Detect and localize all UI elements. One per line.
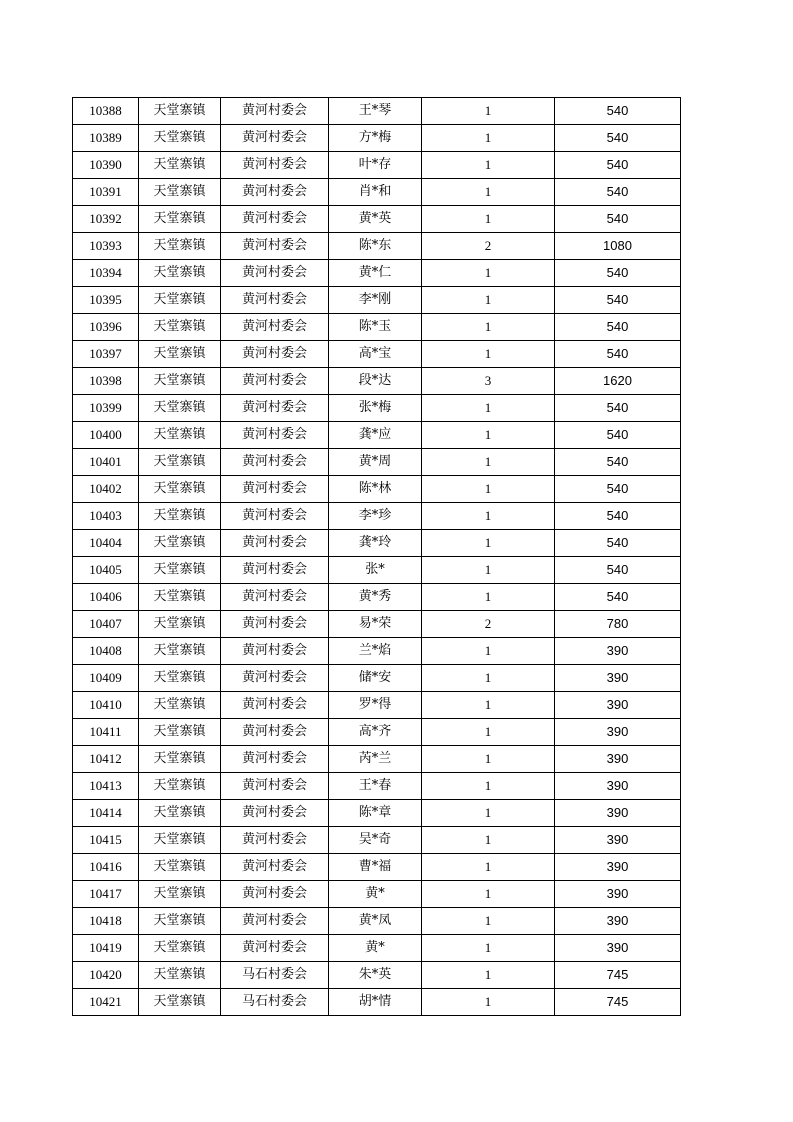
roster-table — [72, 97, 681, 1016]
household-count-cell: 1 — [422, 557, 555, 584]
name-cell: 方*梅 — [329, 125, 422, 152]
name-cell: 吴*奇 — [329, 827, 422, 854]
township-cell: 天堂寨镇 — [139, 584, 221, 611]
table-row — [73, 503, 681, 530]
name-cell: 兰*焰 — [329, 638, 422, 665]
table-row — [73, 611, 681, 638]
name-cell: 张* — [329, 557, 422, 584]
amount-cell: 540 — [555, 476, 681, 503]
name-cell: 王*琴 — [329, 98, 422, 125]
village-committee-cell: 黄河村委会 — [221, 530, 329, 557]
village-committee-cell: 黄河村委会 — [221, 449, 329, 476]
township-cell: 天堂寨镇 — [139, 692, 221, 719]
township-cell: 天堂寨镇 — [139, 611, 221, 638]
table-row — [73, 557, 681, 584]
amount-cell: 540 — [555, 260, 681, 287]
amount-cell: 540 — [555, 314, 681, 341]
name-cell: 高*宝 — [329, 341, 422, 368]
serial-number-cell: 10397 — [73, 341, 139, 368]
serial-number-cell: 10399 — [73, 395, 139, 422]
township-cell: 天堂寨镇 — [139, 503, 221, 530]
serial-number-cell: 10405 — [73, 557, 139, 584]
table-row — [73, 152, 681, 179]
serial-number-cell: 10419 — [73, 935, 139, 962]
village-committee-cell: 黄河村委会 — [221, 908, 329, 935]
serial-number-cell: 10410 — [73, 692, 139, 719]
table-row — [73, 206, 681, 233]
table-row — [73, 125, 681, 152]
table-row — [73, 800, 681, 827]
amount-cell: 390 — [555, 881, 681, 908]
township-cell: 天堂寨镇 — [139, 962, 221, 989]
village-committee-cell: 黄河村委会 — [221, 368, 329, 395]
household-count-cell: 1 — [422, 530, 555, 557]
table-row — [73, 935, 681, 962]
table-row — [73, 854, 681, 881]
roster-body — [73, 98, 681, 1016]
household-count-cell: 1 — [422, 800, 555, 827]
name-cell: 叶*存 — [329, 152, 422, 179]
amount-cell: 540 — [555, 125, 681, 152]
amount-cell: 780 — [555, 611, 681, 638]
amount-cell: 745 — [555, 962, 681, 989]
village-committee-cell: 黄河村委会 — [221, 206, 329, 233]
household-count-cell: 1 — [422, 449, 555, 476]
serial-number-cell: 10415 — [73, 827, 139, 854]
village-committee-cell: 黄河村委会 — [221, 584, 329, 611]
table-row — [73, 665, 681, 692]
serial-number-cell: 10409 — [73, 665, 139, 692]
serial-number-cell: 10416 — [73, 854, 139, 881]
township-cell: 天堂寨镇 — [139, 422, 221, 449]
serial-number-cell: 10412 — [73, 746, 139, 773]
name-cell: 黄*仁 — [329, 260, 422, 287]
township-cell: 天堂寨镇 — [139, 206, 221, 233]
serial-number-cell: 10393 — [73, 233, 139, 260]
village-committee-cell: 黄河村委会 — [221, 638, 329, 665]
table-row — [73, 341, 681, 368]
household-count-cell: 1 — [422, 476, 555, 503]
amount-cell: 390 — [555, 854, 681, 881]
table-row — [73, 368, 681, 395]
household-count-cell: 2 — [422, 233, 555, 260]
township-cell: 天堂寨镇 — [139, 881, 221, 908]
name-cell: 罗*得 — [329, 692, 422, 719]
name-cell: 张*梅 — [329, 395, 422, 422]
village-committee-cell: 黄河村委会 — [221, 746, 329, 773]
name-cell: 曹*福 — [329, 854, 422, 881]
household-count-cell: 1 — [422, 908, 555, 935]
household-count-cell: 1 — [422, 692, 555, 719]
household-count-cell: 1 — [422, 665, 555, 692]
village-committee-cell: 黄河村委会 — [221, 665, 329, 692]
village-committee-cell: 黄河村委会 — [221, 881, 329, 908]
table-row — [73, 746, 681, 773]
household-count-cell: 1 — [422, 287, 555, 314]
amount-cell: 540 — [555, 152, 681, 179]
township-cell: 天堂寨镇 — [139, 989, 221, 1016]
serial-number-cell: 10400 — [73, 422, 139, 449]
amount-cell: 540 — [555, 395, 681, 422]
table-row — [73, 233, 681, 260]
serial-number-cell: 10404 — [73, 530, 139, 557]
household-count-cell: 1 — [422, 827, 555, 854]
table-row — [73, 638, 681, 665]
township-cell: 天堂寨镇 — [139, 665, 221, 692]
serial-number-cell: 10401 — [73, 449, 139, 476]
serial-number-cell: 10389 — [73, 125, 139, 152]
village-committee-cell: 马石村委会 — [221, 962, 329, 989]
township-cell: 天堂寨镇 — [139, 854, 221, 881]
name-cell: 黄*秀 — [329, 584, 422, 611]
household-count-cell: 1 — [422, 341, 555, 368]
table-row — [73, 530, 681, 557]
township-cell: 天堂寨镇 — [139, 638, 221, 665]
amount-cell: 540 — [555, 287, 681, 314]
name-cell: 陈*章 — [329, 800, 422, 827]
amount-cell: 390 — [555, 773, 681, 800]
serial-number-cell: 10391 — [73, 179, 139, 206]
roster-sheet — [72, 97, 681, 1016]
amount-cell: 540 — [555, 584, 681, 611]
township-cell: 天堂寨镇 — [139, 179, 221, 206]
table-row — [73, 719, 681, 746]
name-cell: 陈*林 — [329, 476, 422, 503]
household-count-cell: 1 — [422, 422, 555, 449]
serial-number-cell: 10407 — [73, 611, 139, 638]
name-cell: 朱*英 — [329, 962, 422, 989]
amount-cell: 390 — [555, 827, 681, 854]
village-committee-cell: 黄河村委会 — [221, 314, 329, 341]
table-row — [73, 179, 681, 206]
serial-number-cell: 10420 — [73, 962, 139, 989]
serial-number-cell: 10392 — [73, 206, 139, 233]
household-count-cell: 1 — [422, 746, 555, 773]
serial-number-cell: 10395 — [73, 287, 139, 314]
household-count-cell: 1 — [422, 584, 555, 611]
amount-cell: 745 — [555, 989, 681, 1016]
serial-number-cell: 10408 — [73, 638, 139, 665]
household-count-cell: 1 — [422, 503, 555, 530]
table-row — [73, 287, 681, 314]
amount-cell: 540 — [555, 449, 681, 476]
household-count-cell: 1 — [422, 881, 555, 908]
name-cell: 陈*东 — [329, 233, 422, 260]
household-count-cell: 1 — [422, 962, 555, 989]
serial-number-cell: 10413 — [73, 773, 139, 800]
township-cell: 天堂寨镇 — [139, 719, 221, 746]
table-row — [73, 584, 681, 611]
township-cell: 天堂寨镇 — [139, 152, 221, 179]
household-count-cell: 1 — [422, 395, 555, 422]
township-cell: 天堂寨镇 — [139, 395, 221, 422]
name-cell: 黄*周 — [329, 449, 422, 476]
village-committee-cell: 黄河村委会 — [221, 800, 329, 827]
village-committee-cell: 黄河村委会 — [221, 503, 329, 530]
village-committee-cell: 黄河村委会 — [221, 233, 329, 260]
household-count-cell: 3 — [422, 368, 555, 395]
household-count-cell: 1 — [422, 98, 555, 125]
table-row — [73, 314, 681, 341]
table-row — [73, 449, 681, 476]
amount-cell: 540 — [555, 557, 681, 584]
name-cell: 芮*兰 — [329, 746, 422, 773]
township-cell: 天堂寨镇 — [139, 476, 221, 503]
name-cell: 肖*和 — [329, 179, 422, 206]
name-cell: 黄*凤 — [329, 908, 422, 935]
village-committee-cell: 黄河村委会 — [221, 854, 329, 881]
name-cell: 陈*玉 — [329, 314, 422, 341]
village-committee-cell: 黄河村委会 — [221, 179, 329, 206]
amount-cell: 540 — [555, 422, 681, 449]
name-cell: 储*安 — [329, 665, 422, 692]
township-cell: 天堂寨镇 — [139, 935, 221, 962]
amount-cell: 540 — [555, 179, 681, 206]
amount-cell: 390 — [555, 800, 681, 827]
name-cell: 高*齐 — [329, 719, 422, 746]
household-count-cell: 1 — [422, 935, 555, 962]
township-cell: 天堂寨镇 — [139, 368, 221, 395]
serial-number-cell: 10418 — [73, 908, 139, 935]
township-cell: 天堂寨镇 — [139, 773, 221, 800]
serial-number-cell: 10390 — [73, 152, 139, 179]
serial-number-cell: 10398 — [73, 368, 139, 395]
amount-cell: 540 — [555, 503, 681, 530]
township-cell: 天堂寨镇 — [139, 341, 221, 368]
serial-number-cell: 10388 — [73, 98, 139, 125]
village-committee-cell: 黄河村委会 — [221, 125, 329, 152]
amount-cell: 390 — [555, 746, 681, 773]
village-committee-cell: 黄河村委会 — [221, 476, 329, 503]
name-cell: 李*珍 — [329, 503, 422, 530]
village-committee-cell: 黄河村委会 — [221, 557, 329, 584]
township-cell: 天堂寨镇 — [139, 800, 221, 827]
name-cell: 黄*英 — [329, 206, 422, 233]
serial-number-cell: 10411 — [73, 719, 139, 746]
township-cell: 天堂寨镇 — [139, 260, 221, 287]
village-committee-cell: 黄河村委会 — [221, 98, 329, 125]
serial-number-cell: 10417 — [73, 881, 139, 908]
household-count-cell: 1 — [422, 773, 555, 800]
township-cell: 天堂寨镇 — [139, 314, 221, 341]
table-row — [73, 989, 681, 1016]
amount-cell: 390 — [555, 908, 681, 935]
village-committee-cell: 马石村委会 — [221, 989, 329, 1016]
township-cell: 天堂寨镇 — [139, 98, 221, 125]
household-count-cell: 1 — [422, 719, 555, 746]
township-cell: 天堂寨镇 — [139, 233, 221, 260]
village-committee-cell: 黄河村委会 — [221, 287, 329, 314]
household-count-cell: 1 — [422, 989, 555, 1016]
township-cell: 天堂寨镇 — [139, 827, 221, 854]
name-cell: 黄* — [329, 935, 422, 962]
table-row — [73, 881, 681, 908]
household-count-cell: 1 — [422, 152, 555, 179]
village-committee-cell: 黄河村委会 — [221, 395, 329, 422]
amount-cell: 540 — [555, 98, 681, 125]
amount-cell: 390 — [555, 638, 681, 665]
village-committee-cell: 黄河村委会 — [221, 611, 329, 638]
amount-cell: 390 — [555, 692, 681, 719]
village-committee-cell: 黄河村委会 — [221, 827, 329, 854]
household-count-cell: 1 — [422, 854, 555, 881]
name-cell: 易*荣 — [329, 611, 422, 638]
village-committee-cell: 黄河村委会 — [221, 719, 329, 746]
village-committee-cell: 黄河村委会 — [221, 341, 329, 368]
village-committee-cell: 黄河村委会 — [221, 935, 329, 962]
table-row — [73, 962, 681, 989]
table-row — [73, 395, 681, 422]
amount-cell: 390 — [555, 665, 681, 692]
name-cell: 段*达 — [329, 368, 422, 395]
serial-number-cell: 10402 — [73, 476, 139, 503]
serial-number-cell: 10414 — [73, 800, 139, 827]
amount-cell: 390 — [555, 935, 681, 962]
name-cell: 李*刚 — [329, 287, 422, 314]
village-committee-cell: 黄河村委会 — [221, 260, 329, 287]
name-cell: 胡*情 — [329, 989, 422, 1016]
village-committee-cell: 黄河村委会 — [221, 692, 329, 719]
table-row — [73, 827, 681, 854]
table-row — [73, 692, 681, 719]
name-cell: 龚*应 — [329, 422, 422, 449]
name-cell: 黄* — [329, 881, 422, 908]
table-row — [73, 773, 681, 800]
serial-number-cell: 10421 — [73, 989, 139, 1016]
household-count-cell: 1 — [422, 314, 555, 341]
amount-cell: 540 — [555, 206, 681, 233]
amount-cell: 390 — [555, 719, 681, 746]
table-row — [73, 422, 681, 449]
township-cell: 天堂寨镇 — [139, 908, 221, 935]
village-committee-cell: 黄河村委会 — [221, 773, 329, 800]
village-committee-cell: 黄河村委会 — [221, 152, 329, 179]
township-cell: 天堂寨镇 — [139, 125, 221, 152]
township-cell: 天堂寨镇 — [139, 557, 221, 584]
township-cell: 天堂寨镇 — [139, 530, 221, 557]
table-row — [73, 908, 681, 935]
household-count-cell: 1 — [422, 125, 555, 152]
household-count-cell: 1 — [422, 179, 555, 206]
table-row — [73, 260, 681, 287]
amount-cell: 1620 — [555, 368, 681, 395]
household-count-cell: 1 — [422, 260, 555, 287]
serial-number-cell: 10406 — [73, 584, 139, 611]
table-row — [73, 476, 681, 503]
amount-cell: 540 — [555, 341, 681, 368]
township-cell: 天堂寨镇 — [139, 287, 221, 314]
serial-number-cell: 10396 — [73, 314, 139, 341]
township-cell: 天堂寨镇 — [139, 449, 221, 476]
township-cell: 天堂寨镇 — [139, 746, 221, 773]
name-cell: 王*春 — [329, 773, 422, 800]
table-row — [73, 98, 681, 125]
serial-number-cell: 10394 — [73, 260, 139, 287]
name-cell: 龚*玲 — [329, 530, 422, 557]
household-count-cell: 1 — [422, 206, 555, 233]
amount-cell: 1080 — [555, 233, 681, 260]
serial-number-cell: 10403 — [73, 503, 139, 530]
amount-cell: 540 — [555, 530, 681, 557]
household-count-cell: 1 — [422, 638, 555, 665]
household-count-cell: 2 — [422, 611, 555, 638]
village-committee-cell: 黄河村委会 — [221, 422, 329, 449]
